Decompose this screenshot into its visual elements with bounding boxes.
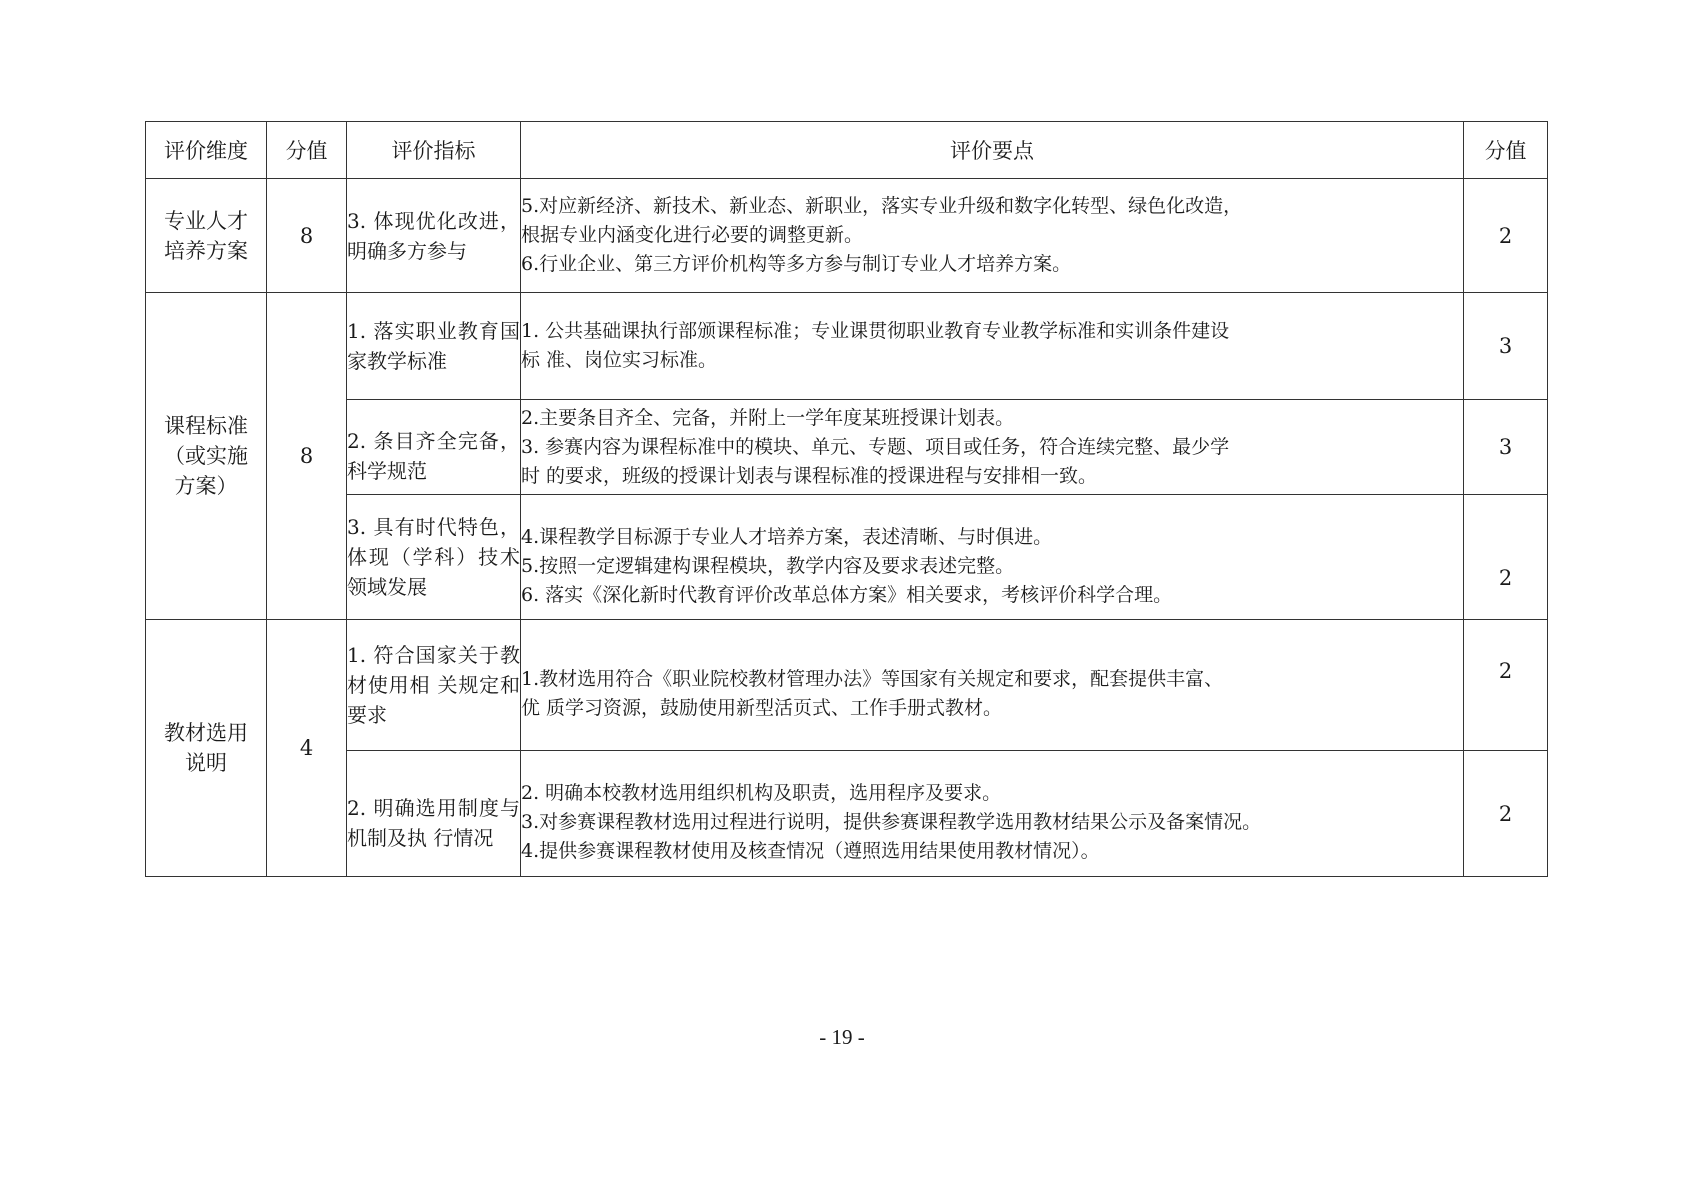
key-point-line: 6. 落实《深化新时代教育评价改革总体方案》相关要求，考核评价科学合理。 — [521, 583, 1173, 606]
header-row — [146, 122, 1548, 179]
indicator-cell: 3. 体现优化改进，明确多方参与 — [347, 179, 521, 293]
key-points-cell — [521, 293, 1464, 400]
key-point-line: 6.行业企业、第三方评价机构等多方参与制订专业人才培养方案。 — [521, 253, 1072, 275]
key-points-cell — [521, 495, 1464, 620]
indicator-cell: 1. 符合国家关于教材使用相 关规定和要求 — [347, 620, 521, 751]
item-score: 3 — [1464, 293, 1548, 400]
key-point-line: 5.按照一定逻辑建构课程模块，教学内容及要求表述完整。 — [521, 554, 1015, 577]
dimension-score: 8 — [267, 293, 347, 620]
key-points-cell — [521, 400, 1464, 495]
dimension-label: 专业人才培养方案 — [164, 208, 248, 263]
indicator-cell: 3. 具有时代特色，体现（学科）技术领域发展 — [347, 495, 521, 620]
key-points-cell — [521, 620, 1464, 751]
table-row — [146, 495, 1548, 620]
key-point-line: 根据专业内涵变化进行必要的调整更新。 — [521, 224, 864, 246]
header-dimension-score: 分值 — [267, 122, 347, 179]
key-point-line: 4.课程教学目标源于专业人才培养方案，表述清晰、与时俱进。 — [521, 525, 1053, 548]
dimension-score: 4 — [267, 620, 347, 877]
item-score: 3 — [1464, 400, 1548, 495]
key-point-line: 5.对应新经济、新技术、新业态、新职业，落实专业升级和数字化转型、绿色化改造， — [521, 195, 1243, 217]
key-point-line: 2. 明确本校教材选用组织机构及职责，选用程序及要求。 — [521, 782, 1002, 804]
evaluation-table — [145, 121, 1548, 877]
table-row — [146, 751, 1548, 877]
indicator-cell: 1. 落实职业教育国家教学标准 — [347, 293, 521, 400]
key-point-line: 1. 公共基础课执行部颁课程标准；专业课贯彻职业教育专业教学标准和实训条件建设 — [521, 320, 1230, 342]
key-point-line: 1.教材选用符合《职业院校教材管理办法》等国家有关规定和要求，配套提供丰富、 — [521, 668, 1224, 690]
key-point-line: 3.对参赛课程教材选用过程进行说明，提供参赛课程教学选用教材结果公示及备案情况。 — [521, 811, 1262, 833]
key-point-line: 时 的要求，班级的授课计划表与课程标准的授课进程与安排相一致。 — [521, 464, 1098, 487]
dimension-cell — [146, 179, 267, 293]
key-point-line: 标 准、岗位实习标准。 — [521, 349, 718, 371]
item-score: 2 — [1464, 495, 1548, 620]
dimension-cell — [146, 620, 267, 877]
indicator-cell: 2. 明确选用制度与机制及执 行情况 — [347, 751, 521, 877]
item-score: 2 — [1464, 620, 1548, 751]
indicator-cell: 2. 条目齐全完备，科学规范 — [347, 400, 521, 495]
dimension-score: 8 — [267, 179, 347, 293]
key-points-cell — [521, 751, 1464, 877]
key-point-line: 优 质学习资源，鼓励使用新型活页式、工作手册式教材。 — [521, 697, 1003, 719]
dimension-label: 课程标准（或实施方案） — [164, 414, 248, 498]
dimension-label: 教材选用说明 — [164, 721, 248, 775]
key-point-line: 3. 参赛内容为课程标准中的模块、单元、专题、项目或任务，符合连续完整、最少学 — [521, 435, 1230, 458]
page-number: - 19 - — [819, 1025, 865, 1049]
header-indicator: 评价指标 — [347, 122, 521, 179]
table-row — [146, 293, 1548, 400]
header-key-points: 评价要点 — [521, 122, 1464, 179]
header-dimension: 评价维度 — [146, 122, 267, 179]
item-score: 2 — [1464, 751, 1548, 877]
header-item-score: 分值 — [1464, 122, 1548, 179]
key-point-line: 4.提供参赛课程教材使用及核查情况（遵照选用结果使用教材情况）。 — [521, 840, 1100, 862]
table-row — [146, 400, 1548, 495]
dimension-cell — [146, 293, 267, 620]
item-score: 2 — [1464, 179, 1548, 293]
key-points-cell — [521, 179, 1464, 293]
table-row — [146, 179, 1548, 293]
table-row — [146, 620, 1548, 751]
key-point-line: 2.主要条目齐全、完备，并附上一学年度某班授课计划表。 — [521, 406, 1015, 429]
